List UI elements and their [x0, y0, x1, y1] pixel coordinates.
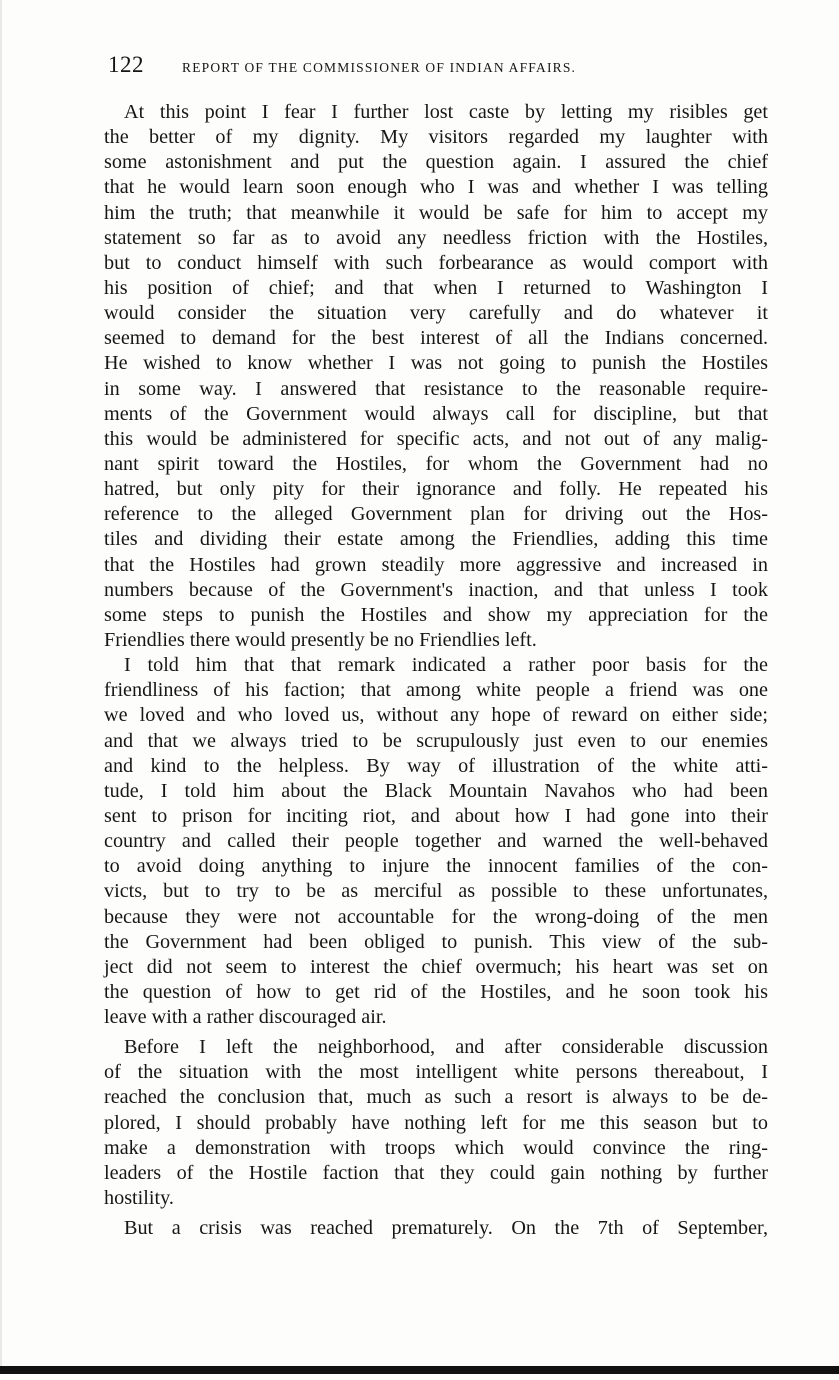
text-line: the better of my dignity. My visitors regarded my laughter with	[104, 126, 768, 149]
text-line: hatred, but only pity for their ignorance and folly. He repeated his	[104, 478, 768, 501]
text-line: ject did not seem to interest the chief overmuch; his heart was set on	[104, 955, 768, 978]
text-line: numbers because of the Government's inaction, and that unless I took	[104, 578, 768, 601]
text-line: plored, I should probably have nothing left for me this season but to	[104, 1111, 768, 1134]
text-line: to avoid doing anything to injure the innocent families of the con-	[104, 855, 768, 878]
text-line: reference to the alleged Government plan for driving out the Hos-	[104, 503, 768, 526]
text-line: leaders of the Hostile faction that they could gain nothing by further	[104, 1161, 768, 1184]
text-line: But a crisis was reached prematurely. On the 7th of September,	[124, 1217, 768, 1240]
text-line: that he would learn soon enough who I was and whether I was telling	[104, 176, 768, 199]
text-line: He wished to know whether I was not going to punish the Hostiles	[104, 352, 768, 375]
text-line: we loved and who loved us, without any hope of reward on either side;	[104, 704, 768, 727]
running-head	[108, 52, 768, 82]
text-line: ments of the Government would always call for discipline, but that	[104, 402, 768, 425]
text-line: him the truth; that meanwhile it would be safe for him to accept my	[104, 201, 768, 224]
text-line: leave with a rather discouraged air.	[104, 1006, 387, 1029]
page-number: 122	[108, 52, 144, 77]
text-line: I told him that that remark indicated a rather poor basis for the	[124, 654, 768, 677]
text-line: tude, I told him about the Black Mountain Navahos who had been	[104, 779, 768, 802]
text-line: Friendlies there would presently be no Friendlies left.	[104, 628, 537, 651]
text-line: sent to prison for inciting riot, and about how I had gone into their	[104, 804, 768, 827]
text-line: the Government had been obliged to punish. This view of the sub-	[104, 930, 768, 953]
running-head-title: REPORT OF THE COMMISSIONER OF INDIAN AFFAIRS.	[182, 60, 577, 75]
text-line: his position of chief; and that when I returned to Washington I	[104, 276, 768, 299]
text-line: nant spirit toward the Hostiles, for whom the Government had no	[104, 452, 768, 475]
paragraph-2	[104, 653, 768, 1030]
text-line: the question of how to get rid of the Hostiles, and he soon took his	[104, 980, 768, 1003]
scan-bottom-border	[0, 1366, 839, 1374]
text-line: friendliness of his faction; that among white people a friend was one	[104, 679, 768, 702]
paragraph-3	[104, 1035, 768, 1211]
text-line: seemed to demand for the best interest of all the Indians concerned.	[104, 327, 768, 350]
text-line: this would be administered for specific acts, and not out of any malig-	[104, 427, 768, 450]
paragraph-1	[104, 100, 768, 653]
text-line: statement so far as to avoid any needless friction with the Hostiles,	[104, 226, 768, 249]
text-line: of the situation with the most intelligent white persons thereabout, I	[104, 1061, 768, 1084]
body-text	[104, 100, 768, 1241]
text-line: make a demonstration with troops which would convince the ring-	[104, 1136, 768, 1159]
text-line: and kind to the helpless. By way of illustration of the white atti-	[104, 754, 768, 777]
text-line: would consider the situation very carefully and do whatever it	[104, 302, 768, 325]
text-line: because they were not accountable for the wrong-doing of the men	[104, 905, 768, 928]
text-line: some astonishment and put the question again. I assured the chief	[104, 151, 768, 174]
text-line: hostility.	[104, 1187, 174, 1210]
text-line: victs, but to try to be as merciful as possible to these unfortunates,	[104, 880, 768, 903]
text-line: and that we always tried to be scrupulously just even to our enemies	[104, 729, 768, 752]
text-line: that the Hostiles had grown steadily more aggressive and increased in	[104, 553, 768, 576]
text-line: some steps to punish the Hostiles and show my appreciation for the	[104, 603, 768, 626]
text-line: but to conduct himself with such forbearance as would comport with	[104, 251, 768, 274]
text-line: country and called their people together and warned the well-behaved	[104, 830, 768, 853]
text-line: in some way. I answered that resistance to the reasonable require-	[104, 377, 768, 400]
paragraph-4	[104, 1216, 768, 1241]
text-line: At this point I fear I further lost caste by letting my risibles get	[124, 101, 768, 123]
page-edge-shadow	[0, 0, 2, 1366]
text-line: Before I left the neighborhood, and after considerable discussion	[124, 1036, 768, 1059]
text-line: reached the conclusion that, much as such a resort is always to be de-	[104, 1086, 768, 1109]
text-line: tiles and dividing their estate among the Friendlies, adding this time	[104, 528, 768, 551]
